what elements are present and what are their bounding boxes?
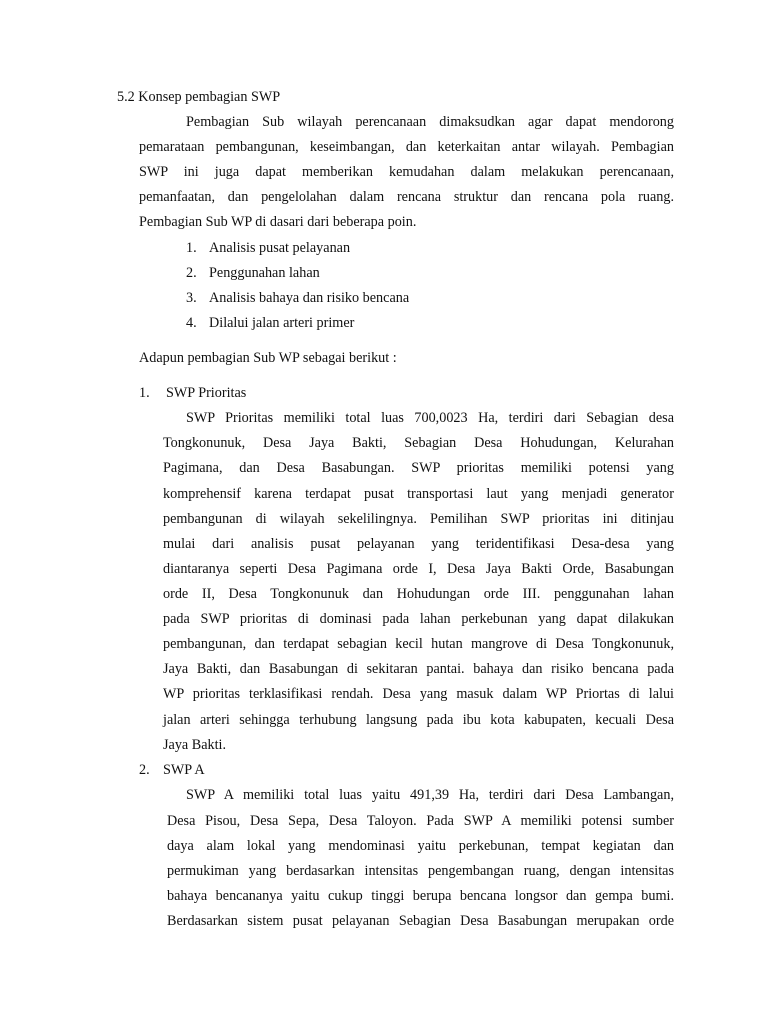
criteria-item: Analisis pusat pelayanan [209, 240, 351, 256]
criteria-number: 4. [186, 315, 197, 331]
criteria-item: Penggunahan lahan [209, 265, 320, 281]
swp-prioritas-line: SWP Prioritas memiliki total luas 700,0023 Ha, terdiri dari Sebagian desa [186, 410, 674, 426]
swp-a-title: SWP A [163, 762, 205, 778]
criteria-number: 3. [186, 290, 197, 306]
intro-line: pemanfaatan, dan pengelolahan dalam rencana struktur dan rencana pola ruang. [139, 189, 674, 205]
swp-a-number: 2. [139, 762, 150, 778]
swp-prioritas-number: 1. [139, 385, 150, 401]
swp-prioritas-line: orde II, Desa Tongkonunuk dan Hohudungan orde III. penggunahan lahan [163, 586, 674, 602]
swp-prioritas-line: pembangunan di wilayah sekelilingnya. Pemilihan SWP prioritas ini ditinjau [163, 511, 674, 527]
criteria-number: 1. [186, 240, 197, 256]
swp-prioritas-line: Pagimana, dan Desa Basabungan. SWP prioritas memiliki potensi yang [163, 460, 674, 476]
intro-line: pemarataan pembangunan, keseimbangan, dan keterkaitan antar wilayah. Pembagian [139, 139, 674, 155]
intro-line: SWP ini juga dapat memberikan kemudahan dalam melakukan perencanaan, [139, 164, 674, 180]
intro-line: Pembagian Sub wilayah perencanaan dimaksudkan agar dapat mendorong [186, 114, 674, 130]
swp-prioritas-line: komprehensif karena terdapat pusat transportasi laut yang menjadi generator [163, 486, 674, 502]
swp-prioritas-title: SWP Prioritas [166, 385, 247, 401]
swp-prioritas-line: Jaya Bakti, dan Basabungan di sekitaran pantai. bahaya dan risiko bencana pada [163, 661, 674, 677]
swp-a-line: daya alam lokal yang mendominasi yaitu perkebunan, tempat kegiatan dan [167, 838, 674, 854]
swp-prioritas-line: diantaranya seperti Desa Pagimana orde I, Desa Jaya Bakti Orde, Basabungan [163, 561, 674, 577]
swp-prioritas-line: Tongkonunuk, Desa Jaya Bakti, Sebagian Desa Hohudungan, Kelurahan [163, 435, 674, 451]
swp-prioritas-line: Jaya Bakti. [163, 737, 227, 753]
swp-a-line: bahaya bencananya yaitu cukup tinggi berupa bencana longsor dan gempa bumi. [167, 888, 674, 904]
swp-prioritas-line: WP prioritas terklasifikasi rendah. Desa yang masuk dalam WP Priortas di lalui [163, 686, 674, 702]
criteria-item: Dilalui jalan arteri primer [209, 315, 355, 331]
intro-line: Pembagian Sub WP di dasari dari beberapa poin. [139, 214, 417, 230]
adapun-line: Adapun pembagian Sub WP sebagai berikut : [139, 350, 397, 366]
swp-prioritas-line: jalan arteri sehingga terhubung langsung pada ibu kota kabupaten, kecuali Desa [163, 712, 674, 728]
swp-prioritas-line: pembangunan, dan terdapat sebagian kecil hutan mangrove di Desa Tongkonunuk, [163, 636, 674, 652]
criteria-number: 2. [186, 265, 197, 281]
section-heading: 5.2 Konsep pembagian SWP [117, 89, 281, 105]
swp-prioritas-line: mulai dari analisis pusat pelayanan yang teridentifikasi Desa-desa yang [163, 536, 674, 552]
swp-prioritas-line: pada SWP prioritas di dominasi pada lahan perkebunan yang dapat dilakukan [163, 611, 674, 627]
criteria-item: Analisis bahaya dan risiko bencana [209, 290, 410, 306]
swp-a-line: Desa Pisou, Desa Sepa, Desa Taloyon. Pada SWP A memiliki potensi sumber [167, 813, 674, 829]
swp-a-line: SWP A memiliki total luas yaitu 491,39 Ha, terdiri dari Desa Lambangan, [186, 787, 674, 803]
swp-a-line: Berdasarkan sistem pusat pelayanan Sebagian Desa Basabungan merupakan orde [167, 913, 674, 929]
swp-a-line: permukiman yang berdasarkan intensitas pengembangan ruang, dengan intensitas [167, 863, 674, 879]
